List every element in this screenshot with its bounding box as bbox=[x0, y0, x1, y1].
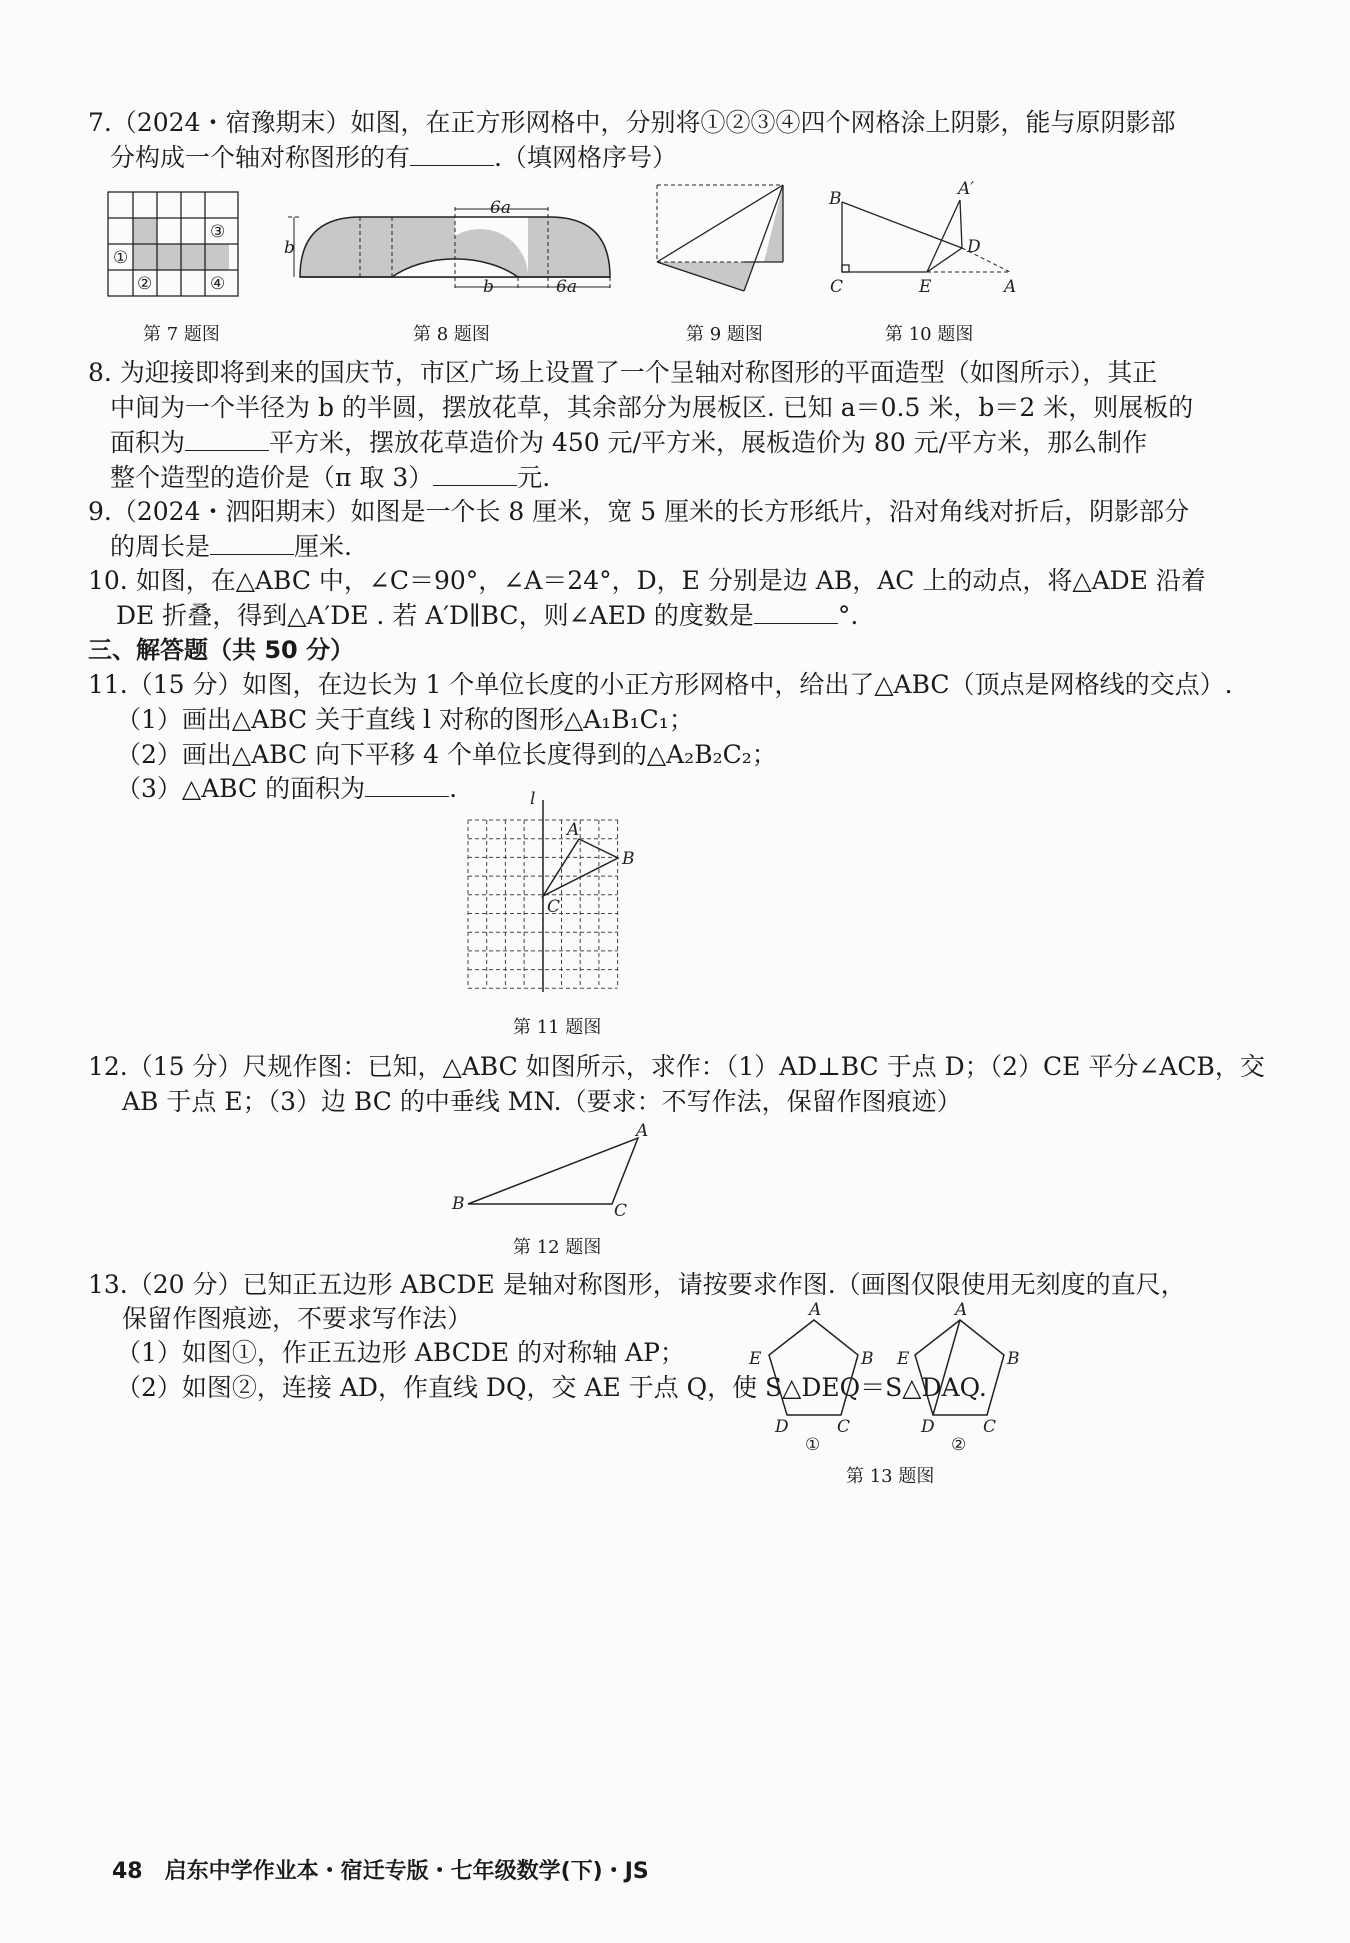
q9-line2 bbox=[110, 530, 352, 564]
fig12-caption: 第 12 题图 bbox=[513, 1237, 602, 1258]
q7-answer-blank[interactable] bbox=[410, 141, 494, 166]
fig10-label-C: C bbox=[830, 277, 844, 297]
q8-line1: 8. 为迎接即将到来的国庆节，市区广场上设置了一个呈轴对称图形的平面造型（如图所示），其正 bbox=[88, 358, 1158, 387]
fig13-caption: 第 13 题图 bbox=[846, 1466, 935, 1487]
fig13-pentagons bbox=[745, 1300, 1035, 1455]
q8-area-blank[interactable] bbox=[185, 426, 269, 451]
q13-part2: （2）如图②，连接 AD，作直线 DQ，交 AE 于点 Q，使 S△DEQ＝S△DAQ. bbox=[116, 1373, 987, 1402]
q8-line3-b: 平方米，摆放花草造价为 450 元/平方米，展板造价为 80 元/平方米，那么制作 bbox=[269, 428, 1148, 457]
fig12-triangle bbox=[440, 1120, 670, 1220]
fig11-label-l: l bbox=[530, 789, 536, 809]
fig7-grid bbox=[100, 190, 245, 305]
fig13-2-label-A: A bbox=[955, 1300, 968, 1320]
q8-line4 bbox=[110, 461, 550, 495]
fig10-label-A1: A′ bbox=[958, 179, 975, 199]
fig12-label-B: B bbox=[452, 1194, 465, 1214]
q8-cost-blank[interactable] bbox=[433, 461, 517, 486]
fig13-1-label-A: A bbox=[809, 1300, 822, 1320]
fig7-caption: 第 7 题图 bbox=[143, 324, 220, 345]
q8-line3 bbox=[110, 426, 1147, 460]
fig10-triangle-fold bbox=[822, 180, 1022, 300]
fig11-label-B: B bbox=[622, 849, 635, 869]
q13-line2: 保留作图痕迹，不要求写作法） bbox=[122, 1304, 473, 1333]
q8-line3-a: 面积为 bbox=[110, 428, 186, 457]
fig12-label-C: C bbox=[614, 1201, 628, 1221]
fig13-pentagon-2 bbox=[915, 1320, 1004, 1415]
q9-line1: 9.（2024・泗阳期末）如图是一个长 8 厘米，宽 5 厘米的长方形纸片，沿对角线对折后，阴影部分 bbox=[88, 497, 1190, 526]
fig11-caption: 第 11 题图 bbox=[513, 1017, 602, 1038]
q8-line2: 中间为一个半径为 b 的半圆，摆放花草，其余部分为展板区. 已知 a＝0.5 米，b＝2 米，则展板的 bbox=[110, 393, 1194, 422]
q12-line1: 12.（15 分）尺规作图：已知，△ABC 如图所示，求作：（1）AD⊥BC 于点 D；（2）CE 平分∠ACB，交 bbox=[88, 1052, 1265, 1081]
q10-line2-b: °. bbox=[837, 601, 859, 630]
q7-line2 bbox=[110, 141, 677, 175]
fig8-caption: 第 8 题图 bbox=[413, 324, 490, 345]
fig7-label-2: ② bbox=[137, 274, 153, 294]
q10-line2-a: DE 折叠，得到△A′DE . 若 A′D∥BC，则∠AED 的度数是 bbox=[116, 601, 754, 630]
fig7-label-1: ① bbox=[113, 248, 129, 268]
q7-text-a: 分构成一个轴对称图形的有 bbox=[110, 143, 411, 172]
fig13-number-2: ② bbox=[951, 1435, 967, 1455]
fig7-label-4: ④ bbox=[210, 274, 226, 294]
fig8-label-side-b: b bbox=[284, 238, 295, 258]
q7-text-b: .（填网格序号） bbox=[494, 143, 677, 172]
fig11-label-C: C bbox=[547, 897, 561, 917]
q11-part3-b: . bbox=[449, 774, 458, 803]
fig10-caption: 第 10 题图 bbox=[885, 324, 974, 345]
q13-part1: （1）如图①，作正五边形 ABCDE 的对称轴 AP； bbox=[116, 1338, 685, 1367]
fig13-1-label-E: E bbox=[749, 1349, 762, 1369]
fig12-label-A: A bbox=[636, 1121, 649, 1141]
fig7-label-3: ③ bbox=[210, 222, 226, 242]
q11-part2: （2）画出△ABC 向下平移 4 个单位长度得到的△A₂B₂C₂； bbox=[116, 740, 777, 769]
q11-line1: 11.（15 分）如图，在边长为 1 个单位长度的小正方形网格中，给出了△ABC（顶点是网格线的交点）. bbox=[88, 670, 1233, 699]
q11-part3-a: （3）△ABC 的面积为 bbox=[116, 774, 366, 803]
section-heading: 三、解答题（共 50 分） bbox=[88, 636, 355, 664]
fig13-1-label-D: D bbox=[775, 1417, 789, 1437]
q8-line4-b: 元. bbox=[517, 463, 551, 492]
q11-area-blank[interactable] bbox=[365, 772, 449, 797]
fig13-2-label-C: C bbox=[983, 1417, 997, 1437]
fig13-number-1: ① bbox=[805, 1435, 821, 1455]
fig13-2-label-B: B bbox=[1007, 1349, 1020, 1369]
fig11-label-A: A bbox=[567, 820, 580, 840]
page-footer: 48 启东中学作业本・宿迁专版・七年级数学(下)・JS bbox=[112, 1859, 649, 1884]
q13-line1: 13.（20 分）已知正五边形 ABCDE 是轴对称图形，请按要求作图.（画图仅限使用无刻度的直尺， bbox=[88, 1270, 1186, 1299]
fig9-folded-rectangle bbox=[652, 180, 792, 300]
fig9-caption: 第 9 题图 bbox=[686, 324, 763, 345]
fig13-2-label-E: E bbox=[897, 1349, 910, 1369]
q8-line4-a: 整个造型的造价是（π 取 3） bbox=[110, 463, 434, 492]
fig13-1-label-C: C bbox=[837, 1417, 851, 1437]
fig10-label-B: B bbox=[829, 189, 842, 209]
fig10-label-D: D bbox=[967, 237, 981, 257]
fig8-label-bottom-b: b bbox=[483, 277, 494, 297]
fig13-segment-AD bbox=[933, 1320, 960, 1415]
q7-line1: 7.（2024・宿豫期末）如图，在正方形网格中，分别将①②③④四个网格涂上阴影，能与原阴影部 bbox=[88, 108, 1176, 137]
q9-perimeter-blank[interactable] bbox=[210, 530, 294, 555]
fig13-2-label-D: D bbox=[921, 1417, 935, 1437]
fig11-grid-triangle bbox=[458, 790, 658, 995]
fig8-label-top-6a: 6a bbox=[490, 198, 511, 218]
q12-line2: AB 于点 E；（3）边 BC 的中垂线 MN.（要求：不写作法，保留作图痕迹） bbox=[122, 1087, 962, 1116]
q9-line2-a: 的周长是 bbox=[110, 532, 211, 561]
fig8-display-board bbox=[280, 195, 620, 305]
q10-line1: 10. 如图，在△ABC 中，∠C＝90°，∠A＝24°，D，E 分别是边 AB，AC 上的动点，将△ADE 沿着 bbox=[88, 566, 1206, 595]
q11-part1: （1）画出△ABC 关于直线 l 对称的图形△A₁B₁C₁； bbox=[116, 705, 694, 734]
fig8-label-bottom-6a: 6a bbox=[556, 277, 577, 297]
q10-line2 bbox=[116, 599, 858, 633]
q10-angle-blank[interactable] bbox=[754, 599, 838, 624]
fig13-pentagon-1 bbox=[769, 1320, 858, 1415]
fig13-1-label-B: B bbox=[861, 1349, 874, 1369]
q11-part3 bbox=[116, 772, 457, 806]
fig10-label-E: E bbox=[919, 277, 932, 297]
fig10-label-A: A bbox=[1004, 277, 1017, 297]
q9-line2-b: 厘米. bbox=[294, 532, 352, 561]
